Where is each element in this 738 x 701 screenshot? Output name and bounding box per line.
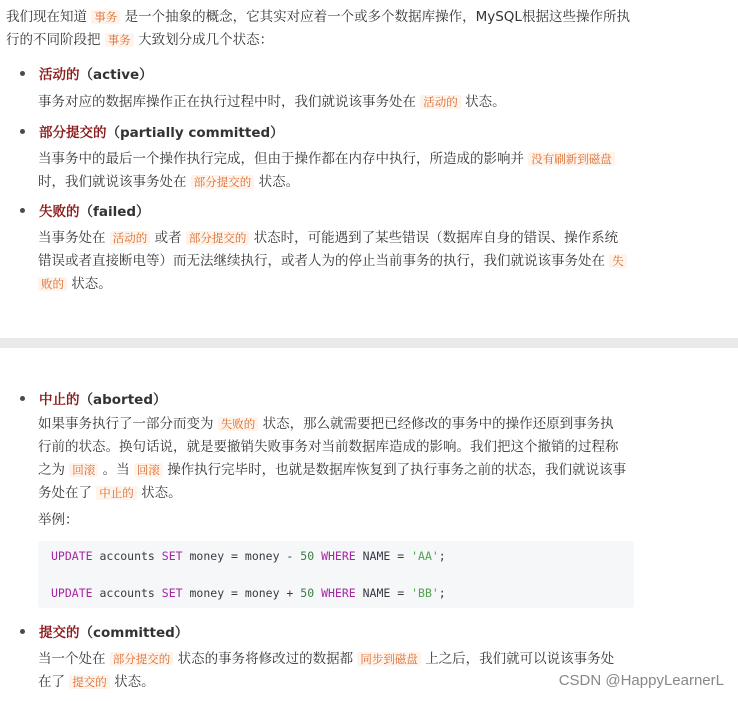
desc-text: 状态。 [71,276,112,292]
inline-code: 部分提交的 [110,652,174,666]
desc-text: 状态，那么就需要把已经修改的事务中的操作还原到事务执 [262,416,614,432]
bullet-dot [20,396,25,401]
desc-text: 状态。 [141,485,182,501]
code-keyword: SET [161,549,183,563]
desc-text: 时，我们就说该事务处在 [38,174,187,190]
code-text: NAME = [355,586,412,600]
inline-code: 回滚 [134,463,163,477]
desc-text: 之为 [38,462,65,478]
desc-text: 错误或者直接断电等）而无法继续执行，或者人为的停止当前事务的执行，我们就说该事务处在 [38,253,605,269]
inline-code: 提交的 [69,675,110,689]
inline-code: 活动的 [420,95,461,109]
inline-code: 回滚 [69,463,98,477]
state-title-en: （failed） [79,204,150,220]
desc-text: 。当 [102,462,130,478]
code-text: NAME = [355,549,412,563]
state-title-en: （partially committed） [106,125,284,141]
intro-paragraph [6,6,726,52]
state-title: 部分提交的 [39,125,107,141]
intro-line-1 [6,6,726,29]
code-block [38,541,634,608]
inline-code: 失 [609,254,627,268]
inline-code-transaction: 事务 [91,10,120,24]
desc-text: 上之后，我们就可以说该事务处 [425,651,615,667]
bullet-dot [20,208,25,213]
intro-line-2 [6,29,726,52]
code-keyword: WHERE [321,549,356,563]
desc-text: 状态。 [114,674,155,690]
inline-code-transaction: 事务 [105,33,134,47]
state-desc-failed [38,227,638,296]
inline-code: 失败的 [218,417,259,431]
state-title: 失败的 [39,204,80,220]
state-title-en: （aborted） [79,392,167,408]
code-keyword: WHERE [321,586,356,600]
desc-text: 当事务中的最后一个操作执行完成，但由于操作都在内存中执行，所造成的影响并 [38,151,524,167]
bullet-dot [20,71,25,76]
desc-text: 状态时，可能遇到了某些错误（数据库自身的错误、操作系统 [253,230,619,246]
state-title: 活动的 [39,67,80,83]
desc-text: 当一个处在 [38,651,106,667]
inline-code: 没有刷新到磁盘 [528,152,615,166]
desc-text: 状态。 [258,174,300,190]
code-line [51,586,446,600]
section-divider [0,338,738,348]
desc-text: 行前的状态。换句话说，就是要撤销失败事务对当前数据库造成的影响。我们把这个撤销的过程称 [38,439,619,455]
desc-text: 事务对应的数据库操作正在执行过程中时，我们就说该事务处在 [38,94,416,110]
desc-text: 如果事务执行了一部分而变为 [38,416,214,432]
intro-text: 行的不同阶段把 [6,32,101,48]
desc-text: 或者 [154,230,182,246]
intro-text: 我们现在知道 [6,9,87,25]
code-number: 50 [300,549,315,563]
state-desc-committed [38,648,638,694]
inline-code: 活动的 [110,231,151,245]
bullet-dot [20,629,25,634]
inline-code: 部分提交的 [191,175,255,189]
intro-text: 是一个抽象的概念，它其实对应着一个或多个数据库操作，MySQL根据这些操作所执 [124,9,630,25]
code-keyword: UPDATE [51,549,93,563]
desc-text: 操作执行完毕时，也就是数据库恢复到了执行事务之前的状态，我们就说该事 [167,462,627,478]
code-text: accounts [92,586,162,600]
code-number: 50 [300,586,315,600]
desc-text: 在了 [38,674,65,690]
code-text: money = money - [182,549,301,563]
desc-text: 当事务处在 [38,230,106,246]
code-keyword: UPDATE [51,586,93,600]
code-keyword: SET [161,586,183,600]
bullet-dot [20,129,25,134]
code-text: ; [438,549,446,563]
code-line [51,549,446,563]
code-string: 'AA' [411,549,439,563]
desc-text: 状态。 [465,94,506,110]
csdn-watermark: CSDN @HappyLearnerL [558,672,724,689]
inline-code: 同步到磁盘 [357,652,421,666]
code-text: money = money + [182,586,301,600]
desc-text: 状态的事务将修改过的数据都 [177,651,354,667]
inline-code: 中止的 [96,486,137,500]
state-title-en: （active） [79,67,153,83]
state-title: 中止的 [39,392,80,408]
state-title-en: （committed） [79,625,189,641]
state-desc-partially-committed [38,148,638,194]
intro-text: 大致划分成几个状态： [138,32,274,48]
state-title: 提交的 [39,625,80,641]
state-desc-aborted [38,413,638,505]
code-text: accounts [92,549,162,563]
desc-text: 务处在了 [38,485,92,501]
inline-code: 败的 [38,277,67,291]
example-label: 举例： [38,512,79,528]
state-desc-active [38,91,638,114]
inline-code: 部分提交的 [186,231,250,245]
code-text: ; [438,586,446,600]
code-string: 'BB' [411,586,439,600]
